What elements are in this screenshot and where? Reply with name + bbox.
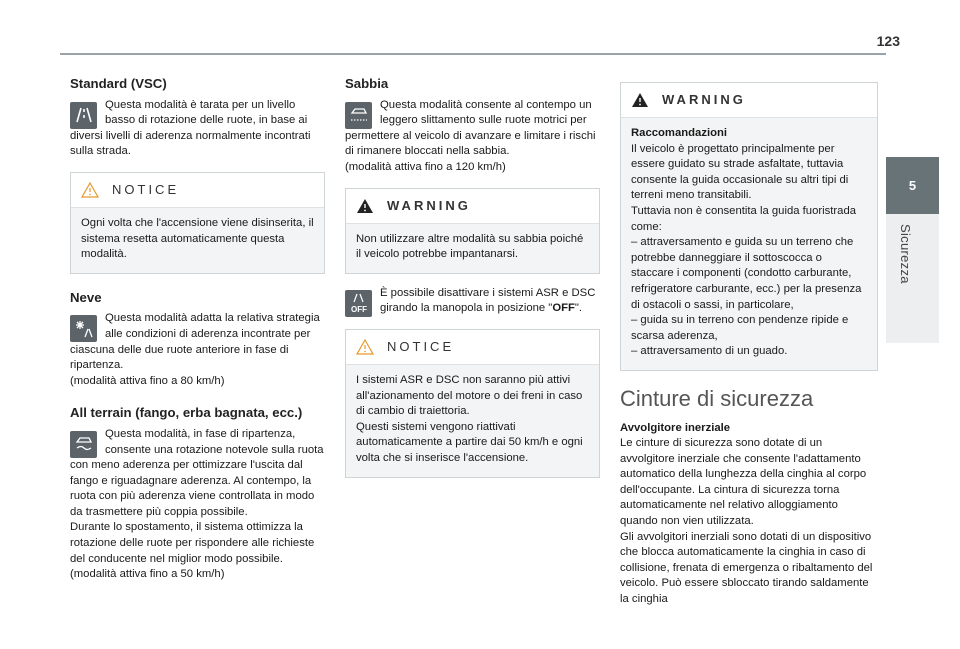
neve-text: Questa modalità adatta la relativa strategia alle condizioni di aderenza incontrate per ciascuna delle due ruote anteriore in fase di ripartenza. — [70, 312, 320, 372]
warning-line-2: Tuttavia non è consentita la guida fuoristrada come: — [631, 204, 857, 233]
standard-heading: Standard (VSC) — [70, 76, 167, 91]
notice-box — [70, 172, 325, 274]
warning-item-1: – attraversamento e guida su un terreno che potrebbe danneggiare il sottoscocca o staccare i componenti (condotto carburante, refrigeratore carburante, ecc.) per la presenza di ostacoli o sassi, in particolare, — [631, 236, 862, 311]
warning-line-1: Il veicolo è progettato principalmente per essere guidato su strade asfaltate, tuttavia consente la guida occasionale su altri tipi di terreni meno transitabili. — [631, 142, 849, 202]
warning-header — [346, 189, 599, 224]
off-text: È possibile disattivare i sistemi ASR e DSC girando la manopola in posizione "OFF". — [380, 286, 596, 315]
warning-icon — [356, 198, 374, 214]
allterrain-text: Questa modalità, in fase di ripartenza, consente una rotazione notevole sulla ruota con meno aderenza per ottimizzare l'uscita dal fango e riguadagnare aderenza. Al contempo, la ruota con più aderenza viene controllata in modo da trasmettere più coppia possibile. — [70, 427, 324, 518]
column-3 — [620, 82, 878, 608]
notice-label: NOTICE — [112, 182, 180, 198]
warning-icon — [631, 92, 649, 108]
column-2 — [345, 76, 600, 490]
notice-text-2: I sistemi ASR e DSC non saranno più attivi all'azionamento del motore o dei freni in caso di cambio di traiettoria. — [356, 373, 583, 418]
warning-item-2: – guida su in terreno con pendenze ripide e scarsa aderenza, — [631, 314, 849, 342]
caution-icon — [356, 339, 374, 355]
warning-box-2 — [620, 82, 878, 371]
sabbia-speed: (modalità attiva fino a 120 km/h) — [345, 160, 506, 173]
allterrain-section — [70, 405, 325, 583]
chapter-number-tab: 5 — [886, 157, 939, 214]
standard-text: Questa modalità è tarata per un livello basso di rotazione delle ruote, in base ai diversi livelli di aderenza normalmente incontrati sulla strada. — [70, 98, 311, 158]
neve-heading: Neve — [70, 289, 102, 305]
header-rule — [60, 53, 886, 55]
notice-label-2: NOTICE — [387, 339, 455, 355]
sabbia-section — [345, 98, 600, 160]
warning-label: WARNING — [387, 197, 471, 213]
snow-mode-icon — [70, 315, 97, 342]
off-section — [345, 286, 600, 317]
chapter-title: Sicurezza — [898, 224, 913, 284]
mud-mode-icon — [70, 431, 97, 458]
neve-speed: (modalità attiva fino a 80 km/h) — [70, 374, 225, 387]
sabbia-text: Questa modalità consente al contempo un leggero slittamento sulle ruote motrici per permettere al veicolo di avanzare e limitare i rischi di rimanere bloccati nella sabbia. — [345, 98, 596, 158]
warning-box — [345, 188, 600, 274]
notice-header — [71, 173, 324, 208]
sabbia-heading: Sabbia — [345, 76, 389, 91]
allterrain-text-2: Durante lo spostamento, il sistema ottimizza la rotazione delle ruote per rispondere alle richieste del conducente nel miglior modo possibile. — [70, 521, 315, 565]
warning-header-2 — [621, 83, 877, 118]
avvolgitore-heading: Avvolgitore inerziale — [620, 421, 731, 434]
neve-section — [70, 290, 325, 390]
warning-label-2: WARNING — [662, 92, 746, 108]
avvolgitore-text-2: Gli avvolgitori inerziali sono dotati di un dispositivo che blocca automaticamente la cinghia in caso di collisione, frenata di emergenza o ribaltamento del veicolo. Può essere sbloccato tirando saldamente la cinghia — [620, 530, 873, 606]
notice-text: Ogni volta che l'accensione viene disinserita, il sistema resetta automaticamente questa modalità. — [81, 216, 314, 261]
notice-header-2 — [346, 330, 599, 365]
notice-text-2b: Questi sistemi vengono riattivati automaticamente a partire dai 50 km/h e ogni volta che si inserisce l'accensione. — [356, 420, 583, 464]
page-number: 123 — [876, 33, 900, 49]
column-1 — [70, 76, 325, 583]
standard-mode-icon — [70, 102, 97, 129]
allterrain-heading: All terrain (fango, erba bagnata, ecc.) — [70, 405, 303, 421]
caution-icon — [81, 182, 99, 198]
sand-mode-icon — [345, 102, 372, 129]
avvolgitore-text: Le cinture di sicurezza sono dotate di un avvolgitore inerziale che consente l'adattamento automatico della lunghezza della cinghia al corpo dell'occupante. La cintura di sicurezza torna automaticamente nel relativo alloggiamento quando non vien utilizzata. — [620, 437, 867, 528]
standard-section — [70, 98, 325, 160]
warning-title: Raccomandazioni — [631, 127, 728, 139]
allterrain-speed: (modalità attiva fino a 50 km/h) — [70, 568, 225, 581]
notice-box-2 — [345, 329, 600, 478]
warning-item-3: – attraversamento di un guado. — [631, 345, 788, 358]
esc-off-icon — [345, 290, 372, 317]
svg-text:OFF: OFF — [350, 305, 367, 315]
section-title: Cinture di sicurezza — [620, 385, 814, 411]
warning-text: Non utilizzare altre modalità su sabbia poiché il veicolo potrebbe impantanarsi. — [356, 232, 584, 261]
